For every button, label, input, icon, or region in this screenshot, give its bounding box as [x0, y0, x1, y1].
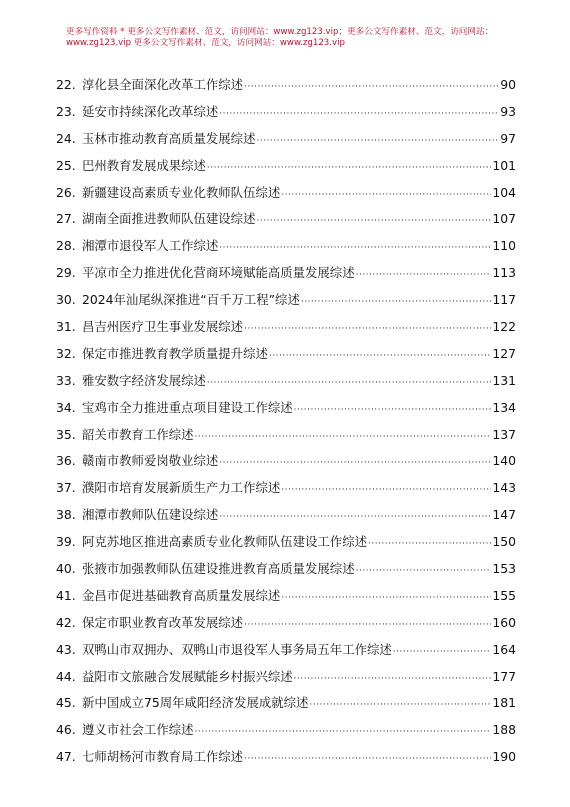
toc-entry-number: 27. [56, 211, 76, 227]
toc-entry-page: 104 [492, 184, 516, 200]
toc-entry-title: 张掖市加强教师队伍建设推进教育高质量发展综述 [82, 561, 355, 577]
toc-entry[interactable] [56, 153, 516, 180]
toc-entry[interactable] [56, 744, 516, 771]
toc-entry-title: 宝鸡市全力推进重点项目建设工作综述 [82, 399, 293, 415]
toc-entry-number: 31. [56, 319, 76, 335]
toc-leader-dots [207, 370, 491, 397]
toc-entry-title: 七师胡杨河市教育局工作综述 [82, 749, 244, 765]
toc-entry-page: 143 [492, 480, 516, 496]
toc-entry-title: 益阳市文旅融合发展赋能乡村振兴综述 [82, 668, 293, 684]
toc-entry-number: 33. [56, 372, 76, 388]
toc-entry-page: 137 [492, 426, 516, 442]
toc-entry[interactable] [56, 126, 516, 153]
toc-leader-dots [368, 531, 491, 558]
toc-leader-dots [309, 692, 491, 719]
toc-entry[interactable] [56, 502, 516, 529]
toc-entry-page: 155 [492, 587, 516, 603]
toc-entry-title: 淳化县全面深化改革工作综述 [82, 77, 244, 92]
toc-entry[interactable] [56, 448, 516, 475]
toc-leader-dots [219, 450, 491, 477]
toc-entry-title: 湘潭市退役军人工作综述 [82, 238, 219, 254]
toc-entry-title: 金昌市促进基础教育高质量发展综述 [82, 587, 281, 603]
toc-entry[interactable] [56, 583, 516, 610]
toc-entry-number: 41. [56, 587, 76, 603]
toc-entry-title: 玉林市推动教育高质量发展综述 [82, 130, 256, 146]
toc-leader-dots [356, 262, 492, 289]
toc-entry[interactable] [56, 180, 516, 207]
toc-entry-page: 127 [492, 345, 516, 361]
toc-entry[interactable] [56, 233, 516, 260]
toc-entry-title: 雅安数字经济发展综述 [82, 372, 206, 388]
toc-leader-dots [219, 504, 491, 531]
toc-entry[interactable] [56, 287, 516, 314]
toc-entry-page: 101 [492, 157, 516, 173]
toc-entry-page: 113 [492, 265, 516, 281]
toc-entry-number: 45. [56, 695, 76, 711]
toc-leader-dots [356, 558, 492, 585]
toc-entry-title: 2024年汕尾纵深推进“百千万工程”综述 [82, 292, 300, 308]
toc-entry-title: 双鸭山市双拥办、双鸭山市退役军人事务局五年工作综述 [82, 641, 392, 657]
toc-leader-dots [195, 424, 492, 451]
toc-entry[interactable] [56, 314, 516, 341]
toc-entry[interactable] [56, 475, 516, 502]
toc-entry[interactable] [56, 717, 516, 744]
toc-leader-dots [219, 101, 499, 128]
toc-entry-number: 29. [56, 265, 76, 281]
toc-leader-dots [244, 316, 491, 343]
toc-entry-page: 110 [492, 238, 516, 254]
toc-leader-dots [281, 182, 491, 209]
toc-entry-number: 26. [56, 184, 76, 200]
toc-leader-dots [281, 585, 491, 612]
toc-entry[interactable] [56, 637, 516, 664]
toc-entry-page: 134 [492, 399, 516, 415]
toc-leader-dots [301, 289, 492, 316]
toc-entry-number: 30. [56, 292, 76, 308]
toc-entry-page: 117 [492, 292, 516, 308]
toc-entry-title: 平凉市全力推进优化营商环境赋能高质量发展综述 [82, 265, 355, 281]
toc-entry-page: 122 [492, 319, 516, 335]
toc-entry-page: 181 [492, 695, 516, 711]
toc-entry[interactable] [56, 341, 516, 368]
toc-entry[interactable] [56, 368, 516, 395]
toc-entry-number: 39. [56, 534, 76, 550]
toc-entry-number: 43. [56, 641, 76, 657]
toc-entry-number: 23. [56, 103, 76, 119]
toc-entry[interactable] [56, 99, 516, 126]
toc-leader-dots [244, 74, 499, 101]
toc-entry[interactable] [56, 529, 516, 556]
toc-entry-number: 25. [56, 157, 76, 173]
toc-entry-number: 35. [56, 426, 76, 442]
toc-entry-title: 保定市推进教育教学质量提升综述 [82, 345, 268, 361]
toc-entry-number: 40. [56, 561, 76, 577]
toc-entry-page: 147 [492, 507, 516, 523]
toc-entry-title: 湖南全面推进教师队伍建设综述 [82, 211, 256, 227]
toc-entry-title: 巴州教育发展成果综述 [82, 157, 206, 173]
toc-entry[interactable] [56, 690, 516, 717]
toc-leader-dots [195, 719, 492, 746]
toc-entry-title: 新疆建设高素质专业化教师队伍综述 [82, 184, 281, 200]
toc-entry-page: 177 [492, 668, 516, 684]
toc-entry[interactable] [56, 422, 516, 449]
toc-entry-number: 47. [56, 749, 76, 765]
toc-entry-number: 46. [56, 722, 76, 738]
toc-entry-page: 107 [492, 211, 516, 227]
toc-entry-page: 190 [492, 749, 516, 765]
toc-leader-dots [244, 746, 491, 773]
toc-entry[interactable] [56, 395, 516, 422]
toc-entry-page: 150 [492, 534, 516, 550]
toc-entry-page: 131 [492, 372, 516, 388]
toc-entry-title: 濮阳市培育发展新质生产力工作综述 [82, 480, 281, 496]
toc-entry[interactable] [56, 556, 516, 583]
toc-entry-page: 153 [492, 561, 516, 577]
toc-entry-title: 延安市持续深化改革综述 [82, 103, 219, 119]
toc-entry-number: 44. [56, 668, 76, 684]
toc-leader-dots [207, 155, 491, 182]
toc-entry[interactable] [56, 664, 516, 691]
toc-entry-page: 188 [492, 722, 516, 738]
toc-entry-page: 93 [500, 103, 516, 119]
toc-entry[interactable] [56, 260, 516, 287]
toc-leader-dots [269, 343, 491, 370]
toc-entry-title: 阿克苏地区推进高素质专业化教师队伍建设工作综述 [82, 534, 367, 550]
toc-entry-number: 22. [56, 77, 76, 92]
toc-entry-title: 赣南市教师爱岗敬业综述 [82, 453, 219, 469]
toc-leader-dots [294, 397, 492, 424]
toc-leader-dots [219, 235, 491, 262]
toc-entry-number: 37. [56, 480, 76, 496]
toc-leader-dots [393, 639, 492, 666]
toc-leader-dots [256, 208, 491, 235]
toc-entry-page: 90 [500, 77, 516, 92]
toc-entry-number: 36. [56, 453, 76, 469]
toc-entry-number: 32. [56, 345, 76, 361]
toc-entry-number: 38. [56, 507, 76, 523]
toc-leader-dots [281, 477, 491, 504]
toc-entry-page: 97 [500, 130, 516, 146]
table-of-contents [56, 72, 516, 771]
header-line-2: www.zg123.vip 更多公文写作素材、范文，访问网站：www.zg123.vip [66, 38, 345, 48]
toc-leader-dots [244, 612, 491, 639]
toc-leader-dots [294, 666, 492, 693]
watermark-header [66, 27, 526, 49]
toc-entry-page: 160 [492, 614, 516, 630]
toc-entry[interactable] [56, 206, 516, 233]
toc-entry-title: 新中国成立75周年咸阳经济发展成就综述 [82, 695, 309, 711]
toc-entry-title: 昌吉州医疗卫生事业发展综述 [82, 319, 244, 335]
toc-entry-number: 28. [56, 238, 76, 254]
toc-entry-title: 保定市职业教育改革发展综述 [82, 614, 244, 630]
toc-entry-title: 遵义市社会工作综述 [82, 722, 194, 738]
header-line-1: 更多写作资料 * 更多公文写作素材、范文，访问网站：www.zg123.vip；更多公文写作素材、范文，访问网站： [66, 27, 494, 37]
toc-leader-dots [256, 128, 499, 155]
toc-entry[interactable] [56, 610, 516, 637]
toc-entry-title: 湘潭市教师队伍建设综述 [82, 507, 219, 523]
toc-entry-page: 164 [492, 641, 516, 657]
toc-entry-number: 24. [56, 130, 76, 146]
toc-entry-page: 140 [492, 453, 516, 469]
toc-entry-title: 韶关市教育工作综述 [82, 426, 194, 442]
toc-entry[interactable] [56, 72, 516, 99]
toc-entry-number: 34. [56, 399, 76, 415]
toc-entry-number: 42. [56, 614, 76, 630]
